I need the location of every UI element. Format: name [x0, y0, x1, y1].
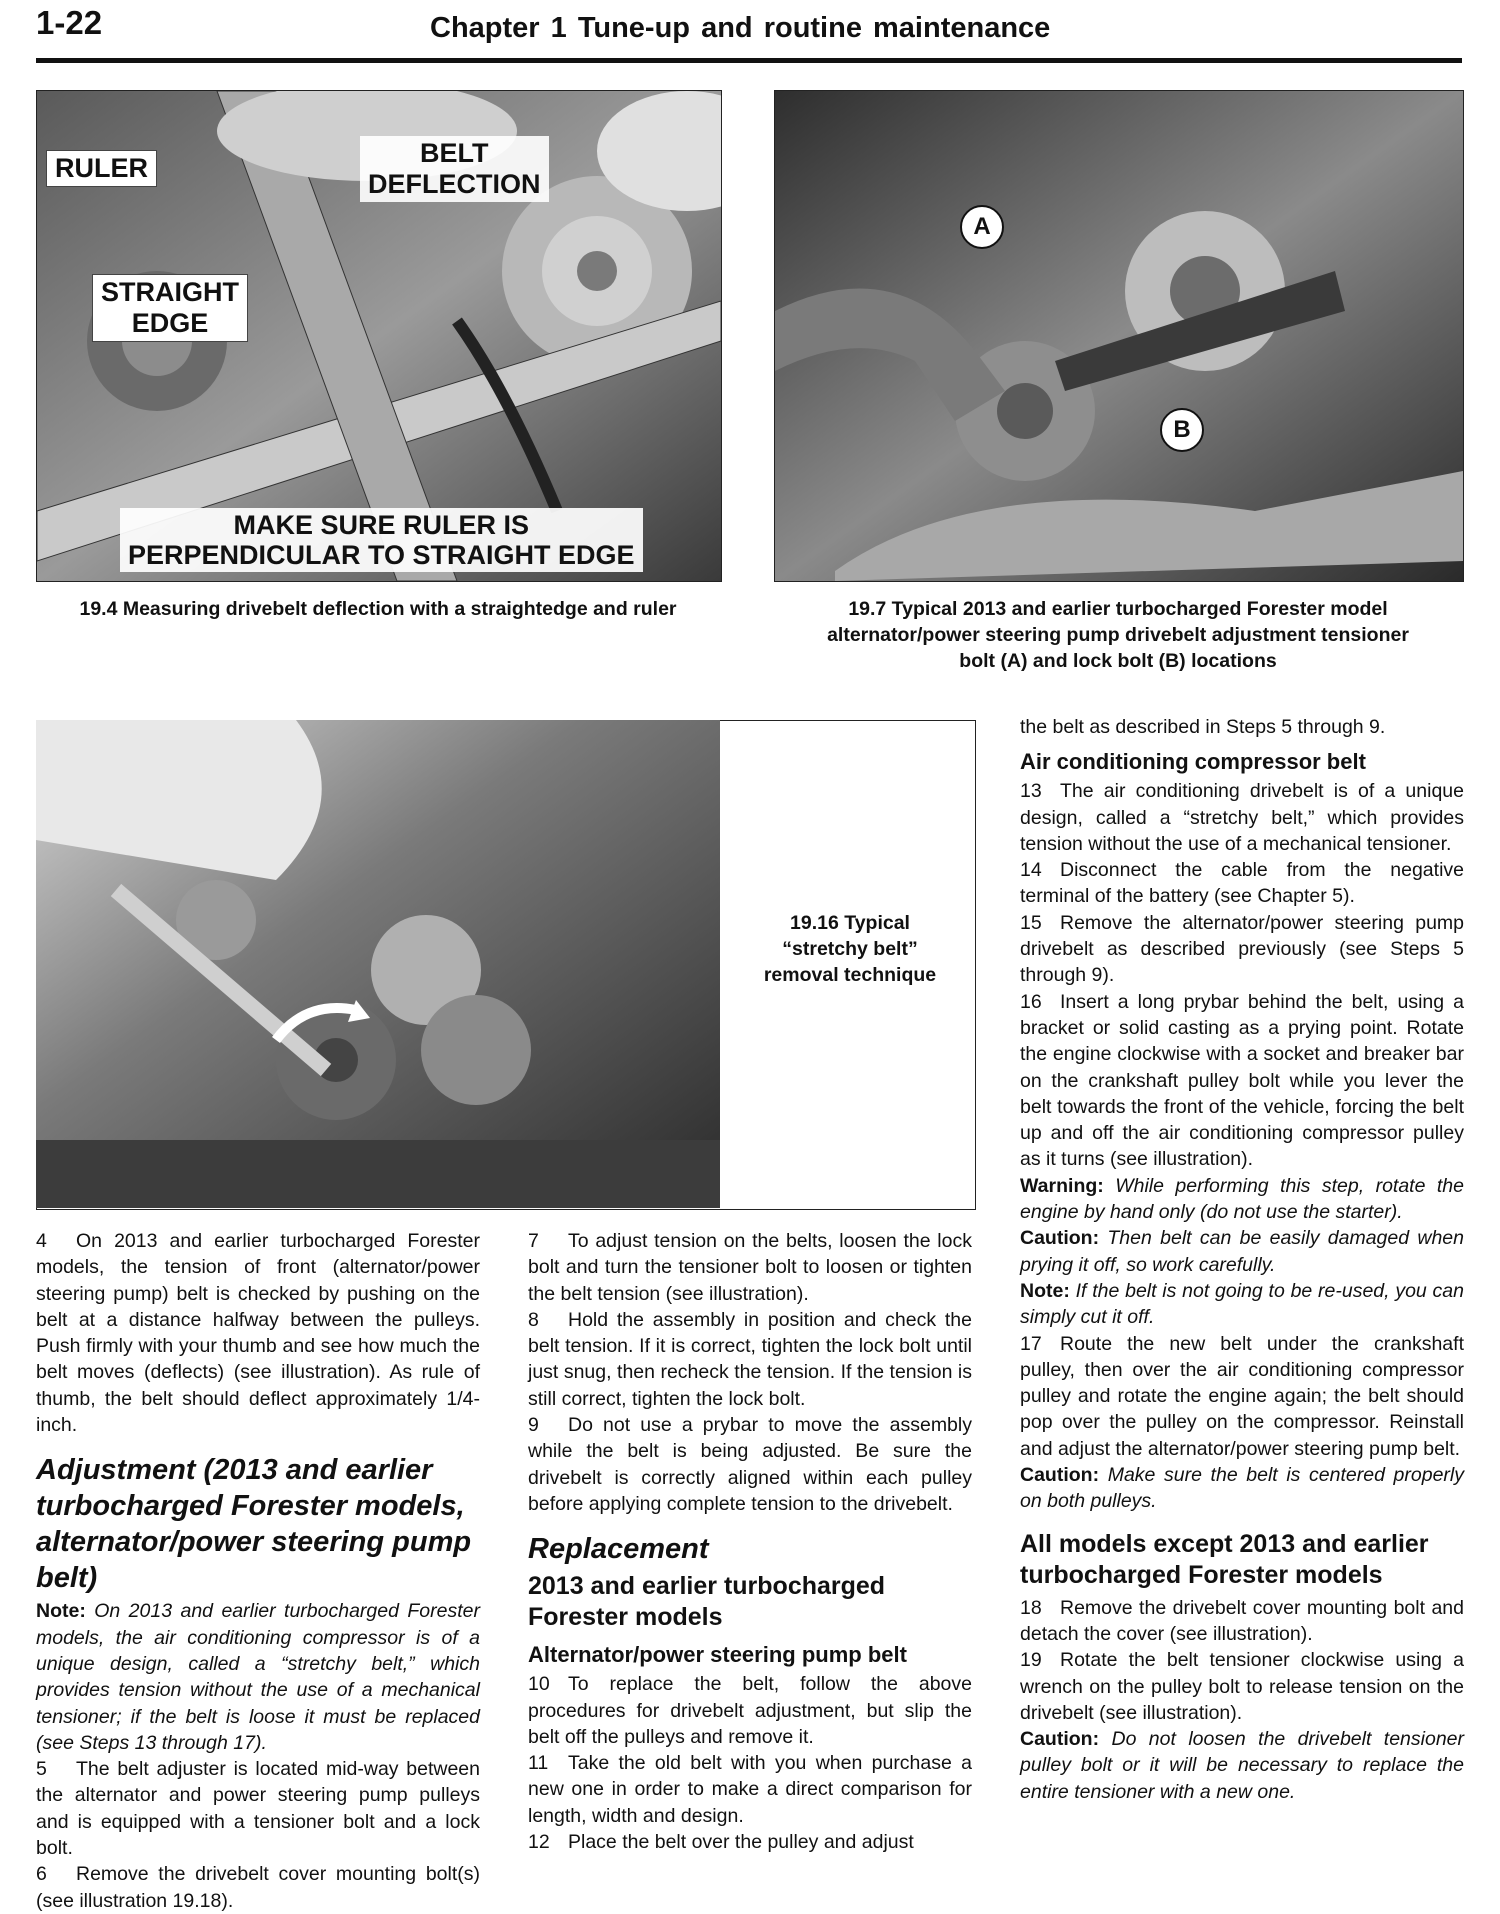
paragraph-18: 18 Remove the drivebelt cover mounting bolt and detach the cover (see illustration). [1020, 1596, 1464, 1645]
paragraph-4: 4 On 2013 and earlier turbocharged Forester models, the tension of front (alternator/power steering pump) belt is checked by pushing on the belt at a distance halfway between the pulleys. Push firmly with your thumb and see how much the belt moves (deflects) (see illustration). As rule of thumb, the belt should deflect approximately 1/4-inch. [36, 1230, 480, 1437]
figure-19-7-photo [774, 90, 1464, 582]
label-a-circle: A [960, 205, 1004, 249]
paragraph-14: 14 Disconnect the cable from the negative terminal of the battery (see Chapter 5). [1020, 859, 1464, 908]
paragraph-5: 5 The belt adjuster is located mid-way between the alternator and power steering pump pulleys and is equipped with a tensioner bolt and a lock bolt. [36, 1758, 480, 1860]
page-number: 1-22 [36, 4, 103, 41]
column-1 [36, 1228, 480, 1914]
adjustment-heading: Adjustment (2013 and earlier turbocharged Forester models, alternator/power steering pump belt) [36, 1454, 472, 1595]
figure-19-16-photo [36, 720, 720, 1208]
chapter-title: Chapter 1 Tune-up and routine maintenance [430, 12, 1051, 44]
engine-photo-tensioner [775, 91, 1463, 581]
ac-compressor-heading: Air conditioning compressor belt [1020, 749, 1366, 775]
forester-subheading: 2013 and earlier turbocharged Forester models [528, 1572, 886, 1632]
paragraph-12: 12 Place the belt over the pulley and adjust [528, 1831, 914, 1854]
paragraph-11: 11 Take the old belt with you when purchase a new one in order to make a direct comparison for length, width and design. [528, 1752, 972, 1827]
paragraph-12-continued: the belt as described in Steps 5 through 9. [1020, 716, 1386, 738]
warning-paragraph: Warning: While performing this step, rotate the engine by hand only (do not use the starter). [1020, 1174, 1464, 1224]
caution-paragraph-3: Caution: Do not loosen the drivebelt tensioner pulley bolt or it will be necessary to replace the entire tensioner with a new one. [1020, 1728, 1464, 1803]
paragraph-17: 17 Route the new belt under the crankshaft pulley, then over the air conditioning compressor pulley and rotate the engine again; the belt should pop over the pulley on the compressor. Reinstall and adjust the alternator/power steering pump belt. [1020, 1332, 1464, 1460]
column-3 [1020, 714, 1464, 1805]
paragraph-9: 9 Do not use a prybar to move the assembly while the belt is being adjusted. Be sure the drivebelt is correctly aligned within each pulley before applying complete tension to the drivebelt. [528, 1414, 972, 1515]
header-rule [36, 58, 1462, 63]
label-make-sure: MAKE SURE RULER IS PERPENDICULAR TO STRAIGHT EDGE [120, 508, 643, 572]
caution-paragraph-1: Caution: Then belt can be easily damaged when prying it off, so work carefully. [1020, 1227, 1465, 1276]
paragraph-6: 6 Remove the drivebelt cover mounting bolt(s) (see illustration 19.18). [36, 1863, 480, 1912]
paragraph-16: 16 Insert a long prybar behind the belt, using a bracket or solid casting as a prying point. Rotate the engine clockwise with a socket and breaker bar on the crankshaft pulley bolt while you lever the belt towards the front of the vehicle, forcing the belt up and off the air conditioning compressor pulley as it turns (see illustration). [1020, 990, 1464, 1171]
label-belt-deflection: BELT DEFLECTION [360, 136, 549, 202]
all-models-heading: All models except 2013 and earlier turbocharged Forester models [1020, 1529, 1429, 1589]
paragraph-10: 10 To replace the belt, follow the above procedures for drivebelt adjustment, but slip the belt off the pulleys and remove it. [528, 1673, 972, 1748]
figure-19-4-caption: 19.4 Measuring drivebelt deflection with a straightedge and ruler [79, 598, 677, 620]
note-paragraph: Note: On 2013 and earlier turbocharged Forester models, the air conditioning compressor is of a unique design, called a “stretchy belt,” which provides tension without the use of a mechanical tensioner; if the belt is loose it must be replaced (see Steps 13 through 17). [36, 1600, 480, 1754]
label-ruler: RULER [46, 150, 157, 187]
paragraph-19: 19 Rotate the belt tensioner clockwise using a wrench on the pulley bolt to release tension on the drivebelt (see illustration). [1020, 1649, 1464, 1724]
figure-19-7-caption: 19.7 Typical 2013 and earlier turbocharged Forester model alternator/power steering pump drivebelt adjustment tensioner bolt (A) and lock bolt (B) locations [827, 598, 1409, 672]
caution-paragraph-2: Caution: Make sure the belt is centered properly on both pulleys. [1020, 1464, 1464, 1513]
engine-photo-stretchy-belt [36, 720, 720, 1208]
figure-19-16-caption: 19.16 Typical “stretchy belt” removal technique [763, 912, 937, 986]
paragraph-15: 15 Remove the alternator/power steering pump drivebelt as described previously (see Steps 5 through 9). [1020, 911, 1464, 987]
column-2 [528, 1228, 972, 1855]
label-straight-edge: STRAIGHT EDGE [92, 274, 248, 342]
paragraph-13: 13 The air conditioning drivebelt is of a unique design, called a “stretchy belt,” which provides tension without the use of a mechanical tensioner. [1020, 780, 1464, 855]
alternator-belt-subheading: Alternator/power steering pump belt [528, 1642, 907, 1668]
replacement-heading: Replacement [528, 1533, 709, 1566]
paragraph-8: 8 Hold the assembly in position and check the belt tension. If it is correct, tighten the lock bolt until just snug, then recheck the tension. If the tension is still correct, tighten the lock bolt. [528, 1308, 972, 1410]
paragraph-7: 7 To adjust tension on the belts, loosen the lock bolt and turn the tensioner bolt to loosen or tighten the belt tension (see illustration). [528, 1230, 972, 1305]
label-b-circle: B [1160, 408, 1204, 452]
note-paragraph-2: Note: If the belt is not going to be re-used, you can simply cut it off. [1020, 1279, 1464, 1329]
